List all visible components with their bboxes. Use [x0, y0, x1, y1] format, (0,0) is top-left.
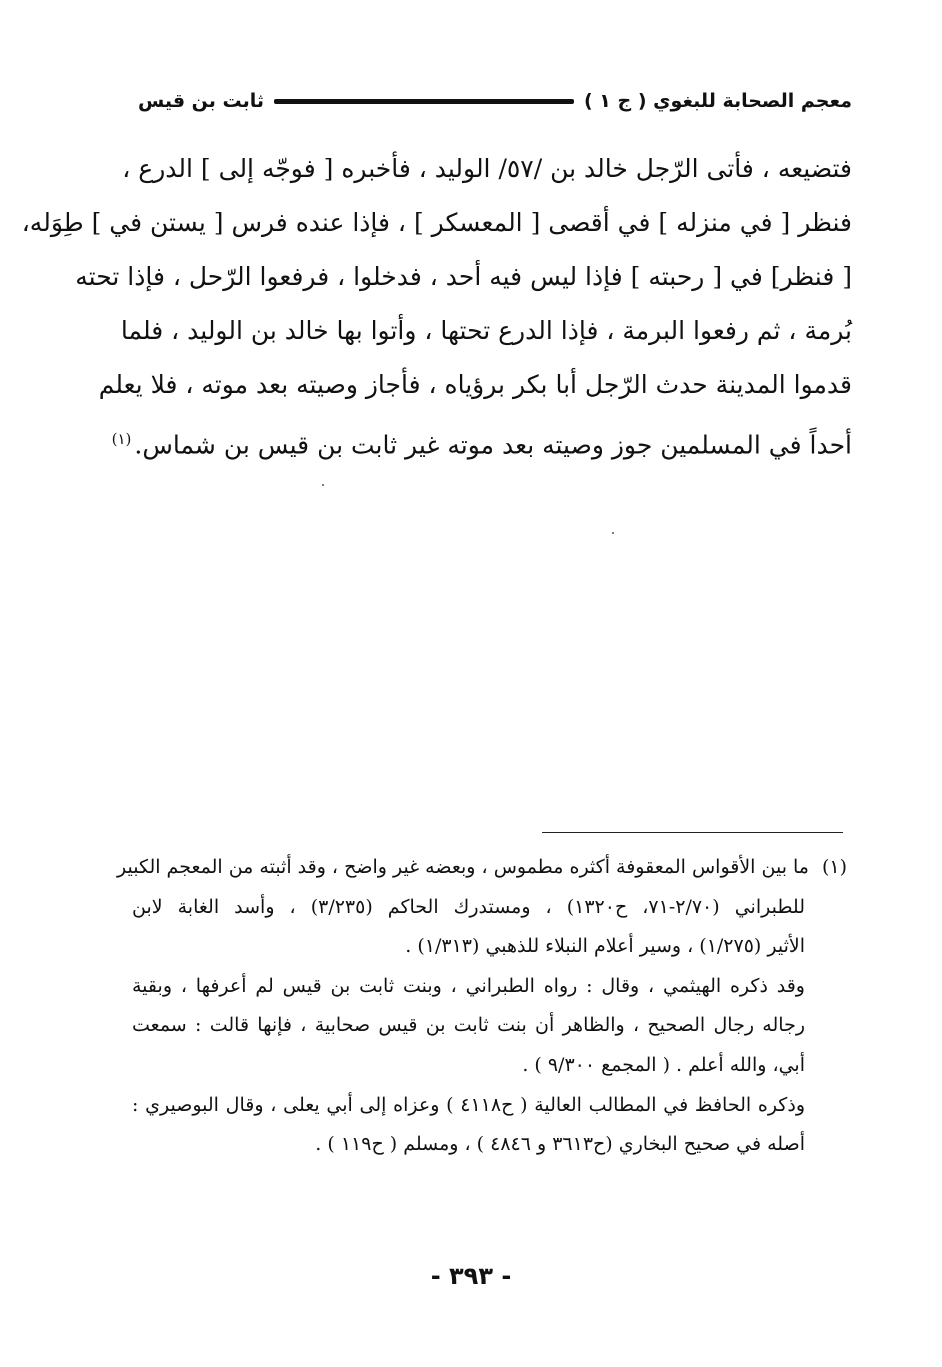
- footnote-line: الأثير (١/٢٧٥) ، وسير أعلام النبلاء للذهبي (١/٣١٣) .: [405, 935, 805, 958]
- text-line: فنظر [ في منزله ] في أقصى [ المعسكر ] ، فإذا عنده فرس [ يستن في ] طِوَله،: [21, 208, 852, 237]
- page-number: - ٣٩٣ -: [430, 1262, 512, 1290]
- footnote-line: [117, 848, 847, 888]
- header-rule: [274, 99, 574, 104]
- text-line: قدموا المدينة حدث الرّجل أبا بكر برؤياه ، فأجاز وصيته بعد موته ، فلا يعلم: [98, 370, 852, 399]
- scan-speck: [612, 532, 614, 534]
- footnote-number: (١): [821, 856, 847, 878]
- text-line-content: أحداً في المسلمين جوز وصيته بعد موته غير ثابت بن قيس بن شماس.: [134, 430, 852, 460]
- text-line-last: [111, 412, 852, 466]
- footnote-line: وذكره الحافظ في المطالب العالية ( ح٤١١٨ ) وعزاه إلى أبي يعلى ، وقال البوصيري :: [132, 1093, 805, 1116]
- entry-name: ثابت بن قيس: [138, 90, 265, 112]
- footnotes: [117, 848, 847, 1165]
- text-line: [ فنظر] في [ رحبته ] فإذا ليس فيه أحد ، فدخلوا ، فرفعوا الرّحل ، فإذا تحته: [75, 262, 852, 291]
- footnote-line: أبي، والله أعلم . ( المجمع ٩/٣٠٠ ) .: [522, 1053, 805, 1076]
- footnote-line: للطبراني (٢/٧٠-٧١، ح١٣٢٠) ، ومستدرك الحاكم (٣/٢٣٥) ، وأسد الغابة لابن: [132, 895, 805, 918]
- footnote-text: ما بين الأقواس المعقوفة أكثره مطموس ، وبعضه غير واضح ، وقد أثبته من المعجم الكبير: [117, 856, 809, 878]
- text-line: فتضيعه ، فأتى الرّجل خالد بن /٥٧/ الوليد ، فأخبره [ فوجّه إلى ] الدرع ،: [122, 154, 852, 183]
- footnote-separator: [542, 832, 843, 833]
- main-text: [21, 142, 852, 466]
- book-title: معجم الصحابة للبغوي ( ج ١ ): [583, 90, 852, 112]
- scan-speck: [322, 484, 324, 486]
- footnote-reference: (١): [111, 430, 132, 448]
- running-header: [138, 86, 852, 116]
- text-line: بُرمة ، ثم رفعوا البرمة ، فإذا الدرع تحتها ، وأتوا بها خالد بن الوليد ، فلما: [120, 316, 852, 345]
- footnote-line: وقد ذكره الهيثمي ، وقال : رواه الطبراني ، وبنت ثابت بن قيس لم أعرفها ، وبقية: [132, 974, 805, 997]
- footnote-line: أصله في صحيح البخاري (ح٣٦١٣ و ٤٨٤٦ ) ، ومسلم ( ح١١٩ ) .: [315, 1133, 805, 1156]
- footnote-line: رجاله رجال الصحيح ، والظاهر أن بنت ثابت بن قيس صحابية ، فإنها قالت : سمعت: [132, 1014, 805, 1037]
